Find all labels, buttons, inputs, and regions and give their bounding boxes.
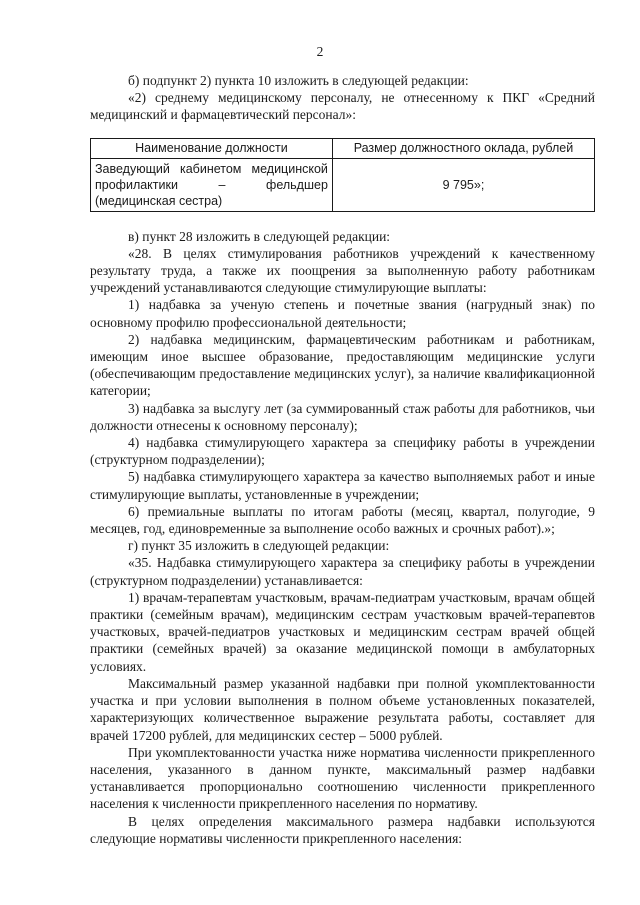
table-header-row xyxy=(91,138,595,158)
paragraph: «35. Надбавка стимулирующего характера за специфику работы в учреждении (структурном подразделении) устанавливается: xyxy=(90,555,595,588)
list-item: 2) надбавка медицинским, фармацевтическим работникам и работникам, имеющим иное высшее образование, предоставляющим медицинские услуги (обеспечивающим предоставление медицинских услуг), за наличие квалификационной категории; xyxy=(90,331,595,399)
list-item: 4) надбавка стимулирующего характера за специфику работы в учреждении (структурном подразделении); xyxy=(90,435,595,468)
page-number: 2 xyxy=(316,44,324,59)
document-body xyxy=(90,72,595,847)
list-item: 1) врачам-терапевтам участковым, врачам-педиатрам участковым, врачам общей практики (семейным врачам), медицинским сестрам участковым врачей-терапевтов участковых, врачей-педиатров участковых и медицинским сестрам врачей общей практики (семейных врачей) за оказание медицинской помощи в амбулаторных условиях. xyxy=(90,589,595,674)
column-header-salary: Размер должностного оклада, рублей xyxy=(332,138,594,158)
paragraph: В целях определения максимального размера надбавки используются следующие нормативы численности прикрепленного населения: xyxy=(90,813,595,846)
list-item: 5) надбавка стимулирующего характера за качество выполняемых работ и иные стимулирующие выплаты, установленные в учреждении; xyxy=(90,469,595,502)
table-row xyxy=(91,158,595,211)
paragraph: При укомплектованности участка ниже норматива численности прикрепленного населения, указанного в данном пункте, максимальный размер надбавки устанавливается пропорционально соотношению численности прикрепленного населения к численности прикрепленного населения по нормативу. xyxy=(90,744,595,812)
column-header-position: Наименование должности xyxy=(91,138,333,158)
list-item: 1) надбавка за ученую степень и почетные звания (нагрудный знак) по основному профилю профессиональной деятельности; xyxy=(90,297,595,330)
paragraph: б) подпункт 2) пункта 10 изложить в следующей редакции: xyxy=(128,73,469,88)
list-item: 6) премиальные выплаты по итогам работы (месяц, квартал, полугодие, 9 месяцев, год, единовременные за выполнение особо важных и срочных работ).»; xyxy=(90,503,595,537)
list-item: 3) надбавка за выслугу лет (за суммированный стаж работы для работников, чьи должности отнесены к основному персоналу); xyxy=(90,400,595,433)
salary-table xyxy=(90,138,595,212)
paragraph: Максимальный размер указанной надбавки при полной укомплектованности участка и при условии выполнения в полном объеме установленных показателей, характеризующих количественное выражение результата работы, составляет для врачей 17200 рублей, для медицинских сестер – 5000 рублей. xyxy=(90,675,595,743)
paragraph: «28. В целях стимулирования работников учреждений к качественному результату труда, а также их поощрения за выполненную работу работникам учреждений устанавливаются следующие стимулирующие выплаты: xyxy=(90,245,595,296)
paragraph: «2) среднему медицинскому персоналу, не отнесенному к ПКГ «Средний медицинский и фармацевтический персонал»: xyxy=(90,90,595,123)
salary-cell: 9 795»; xyxy=(332,158,594,211)
position-cell: Заведующий кабинетом медицинской профилактики – фельдшер (медицинская сестра) xyxy=(91,158,333,211)
paragraph: в) пункт 28 изложить в следующей редакции: xyxy=(128,228,391,244)
paragraph: г) пункт 35 изложить в следующей редакции: xyxy=(128,538,390,554)
